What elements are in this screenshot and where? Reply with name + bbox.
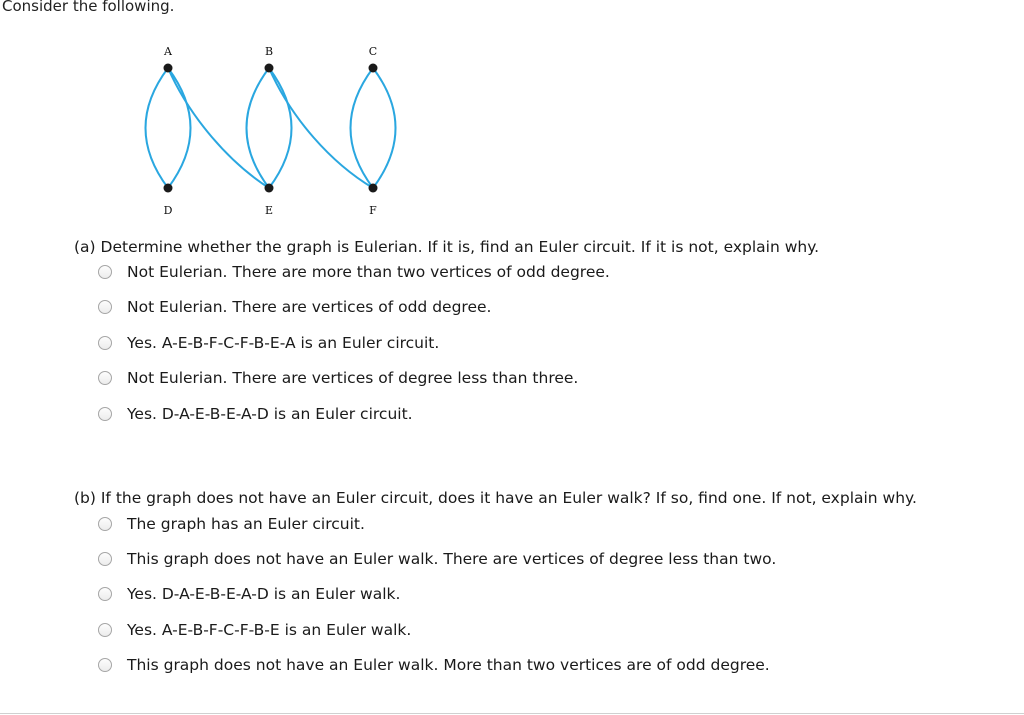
edge-a-d-right [168, 68, 191, 188]
edge-b-e-right [269, 68, 292, 188]
option-label: Yes. D-A-E-B-E-A-D is an Euler circuit. [127, 405, 413, 423]
edge-c-f-left [351, 68, 374, 188]
radio-button[interactable] [98, 623, 112, 637]
vertex-label-e: E [264, 204, 274, 217]
vertex-d [164, 184, 173, 193]
option-label: Not Eulerian. There are more than two vertices of odd degree. [127, 263, 610, 281]
graph-figure [130, 38, 410, 223]
option-label: This graph does not have an Euler walk. More than two vertices are of odd degree. [127, 656, 770, 674]
part-a-option-4[interactable] [98, 369, 578, 387]
radio-button[interactable] [98, 265, 112, 279]
radio-button[interactable] [98, 407, 112, 421]
radio-button[interactable] [98, 552, 112, 566]
option-label: The graph has an Euler circuit. [127, 515, 365, 533]
part-b-option-3[interactable] [98, 585, 400, 603]
option-label: Yes. A-E-B-F-C-F-B-E is an Euler walk. [127, 621, 412, 639]
part-a-question: (a) Determine whether the graph is Eulerian. If it is, find an Euler circuit. If it is not, explain why. [74, 238, 820, 256]
bottom-divider [0, 713, 1024, 714]
vertex-a [164, 64, 173, 73]
part-b-option-5[interactable] [98, 656, 770, 674]
part-b-option-2[interactable] [98, 550, 776, 568]
radio-button[interactable] [98, 658, 112, 672]
part-a-option-5[interactable] [98, 405, 413, 423]
vertex-label-d: D [163, 204, 173, 217]
part-a-option-2[interactable] [98, 298, 491, 316]
radio-button[interactable] [98, 587, 112, 601]
vertex-b [265, 64, 274, 73]
option-label: Not Eulerian. There are vertices of odd degree. [127, 298, 492, 316]
edge-c-f-right [373, 68, 396, 188]
edge-a-d-left [146, 68, 169, 188]
part-a-option-1[interactable] [98, 263, 610, 281]
part-b-option-1[interactable] [98, 515, 365, 533]
edge-b-e-left [247, 68, 270, 188]
part-b-question: (b) If the graph does not have an Euler circuit, does it have an Euler walk? If so, find one. If not, explain why. [74, 489, 917, 507]
option-label: Yes. A-E-B-F-C-F-B-E-A is an Euler circuit. [127, 334, 440, 352]
vertex-c [369, 64, 378, 73]
vertex-label-b: B [264, 45, 274, 58]
vertex-e [265, 184, 274, 193]
part-a-option-3[interactable] [98, 334, 439, 352]
radio-button[interactable] [98, 517, 112, 531]
option-label: This graph does not have an Euler walk. There are vertices of degree less than two. [127, 550, 777, 568]
vertex-label-a: A [164, 45, 172, 58]
intro-text: Consider the following. [2, 0, 175, 15]
vertex-label-c: C [368, 45, 378, 58]
part-b-option-4[interactable] [98, 621, 411, 639]
vertex-f [369, 184, 378, 193]
radio-button[interactable] [98, 371, 112, 385]
edge-a-e [168, 68, 269, 188]
edge-b-f [269, 68, 373, 188]
radio-button[interactable] [98, 300, 112, 314]
option-label: Not Eulerian. There are vertices of degree less than three. [127, 369, 579, 387]
radio-button[interactable] [98, 336, 112, 350]
vertex-label-f: F [369, 204, 377, 217]
option-label: Yes. D-A-E-B-E-A-D is an Euler walk. [127, 585, 401, 603]
